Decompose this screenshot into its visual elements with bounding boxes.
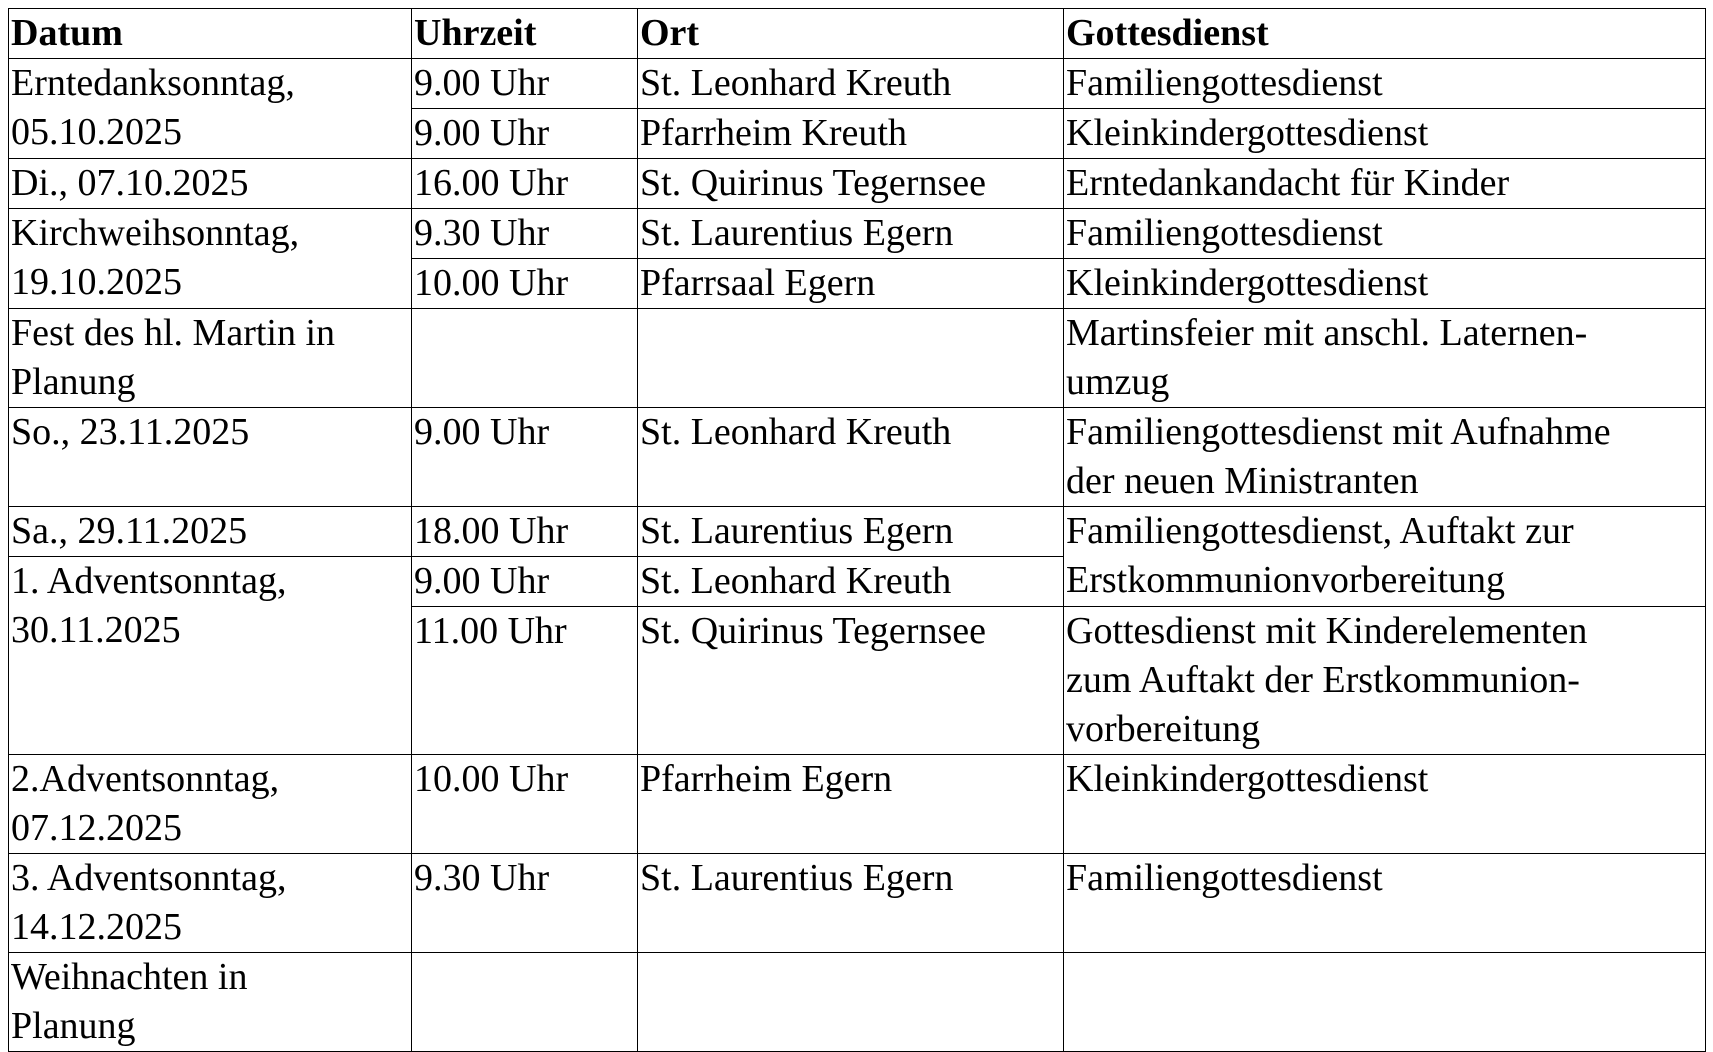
cell-uhrzeit: 11.00 Uhr: [412, 607, 638, 755]
table-row: [9, 59, 1706, 109]
table-row: [9, 408, 1706, 507]
cell-datum: Di., 07.10.2025: [9, 159, 412, 209]
cell-ort: St. Leonhard Kreuth: [638, 59, 1064, 109]
header-ort: Ort: [638, 9, 1064, 59]
cell-ort: St. Leonhard Kreuth: [638, 557, 1064, 607]
cell-gottesdienst: Familiengottesdienst, Auftakt zur Erstkommunionvorbereitung: [1064, 507, 1706, 607]
cell-gottesdienst: Kleinkindergottesdienst: [1064, 755, 1706, 854]
cell-uhrzeit: 9.00 Uhr: [412, 59, 638, 109]
cell-datum: Erntedanksonntag, 05.10.2025: [9, 59, 412, 159]
cell-uhrzeit: 16.00 Uhr: [412, 159, 638, 209]
table-row: [9, 209, 1706, 259]
cell-ort: Pfarrheim Kreuth: [638, 109, 1064, 159]
table-row: [9, 755, 1706, 854]
cell-uhrzeit: 10.00 Uhr: [412, 755, 638, 854]
table-row: [9, 953, 1706, 1052]
cell-uhrzeit: 10.00 Uhr: [412, 259, 638, 309]
cell-uhrzeit: 9.30 Uhr: [412, 209, 638, 259]
cell-ort: St. Laurentius Egern: [638, 507, 1064, 557]
cell-datum: Fest des hl. Martin in Planung: [9, 309, 412, 408]
cell-uhrzeit: 9.00 Uhr: [412, 408, 638, 507]
cell-gottesdienst: Kleinkindergottesdienst: [1064, 259, 1706, 309]
cell-datum: So., 23.11.2025: [9, 408, 412, 507]
cell-uhrzeit: [412, 953, 638, 1052]
cell-ort: St. Laurentius Egern: [638, 854, 1064, 953]
cell-gottesdienst: Familiengottesdienst: [1064, 854, 1706, 953]
schedule-table: [8, 8, 1706, 1052]
cell-ort: St. Quirinus Tegernsee: [638, 607, 1064, 755]
cell-uhrzeit: [412, 309, 638, 408]
table-row: [9, 159, 1706, 209]
cell-gottesdienst: Familiengottesdienst: [1064, 59, 1706, 109]
cell-datum: Weihnachten in Planung: [9, 953, 412, 1052]
cell-ort: Pfarrsaal Egern: [638, 259, 1064, 309]
cell-datum: 3. Adventsonntag, 14.12.2025: [9, 854, 412, 953]
cell-gottesdienst: Gottesdienst mit Kinderelementen zum Auftakt der Erstkommunion- vorbereitung: [1064, 607, 1706, 755]
cell-gottesdienst: Familiengottesdienst mit Aufnahme der neuen Ministranten: [1064, 408, 1706, 507]
table-row: [9, 854, 1706, 953]
cell-gottesdienst: Erntedankandacht für Kinder: [1064, 159, 1706, 209]
table-row: [9, 507, 1706, 557]
header-gottesdienst: Gottesdienst: [1064, 9, 1706, 59]
cell-datum: 2.Adventsonntag, 07.12.2025: [9, 755, 412, 854]
cell-uhrzeit: 9.00 Uhr: [412, 557, 638, 607]
cell-gottesdienst: Familiengottesdienst: [1064, 209, 1706, 259]
cell-datum: Kirchweihsonntag, 19.10.2025: [9, 209, 412, 309]
cell-uhrzeit: 9.00 Uhr: [412, 109, 638, 159]
cell-ort: Pfarrheim Egern: [638, 755, 1064, 854]
cell-ort: St. Laurentius Egern: [638, 209, 1064, 259]
header-uhrzeit: Uhrzeit: [412, 9, 638, 59]
cell-datum: 1. Adventsonntag, 30.11.2025: [9, 557, 412, 755]
cell-ort: St. Leonhard Kreuth: [638, 408, 1064, 507]
cell-uhrzeit: 18.00 Uhr: [412, 507, 638, 557]
cell-gottesdienst: [1064, 953, 1706, 1052]
header-datum: Datum: [9, 9, 412, 59]
cell-ort: [638, 309, 1064, 408]
table-row: [9, 309, 1706, 408]
cell-ort: [638, 953, 1064, 1052]
cell-uhrzeit: 9.30 Uhr: [412, 854, 638, 953]
header-row: [9, 9, 1706, 59]
cell-gottesdienst: Martinsfeier mit anschl. Laternen- umzug: [1064, 309, 1706, 408]
cell-gottesdienst: Kleinkindergottesdienst: [1064, 109, 1706, 159]
cell-datum: Sa., 29.11.2025: [9, 507, 412, 557]
cell-ort: St. Quirinus Tegernsee: [638, 159, 1064, 209]
